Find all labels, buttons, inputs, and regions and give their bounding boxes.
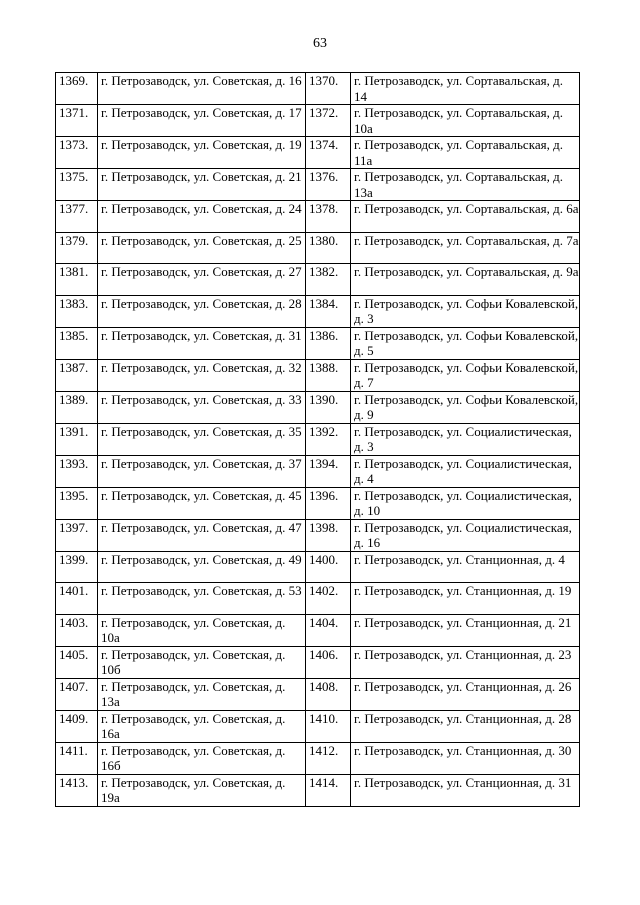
address-left: г. Петрозаводск, ул. Советская, д. 16а xyxy=(98,710,306,742)
address-right: г. Петрозаводск, ул. Сортавальская, д. 9а xyxy=(351,264,580,296)
row-number-right: 1388. xyxy=(306,359,351,391)
row-number-left: 1381. xyxy=(56,264,98,296)
row-number-right: 1396. xyxy=(306,487,351,519)
address-left: г. Петрозаводск, ул. Советская, д. 32 xyxy=(98,359,306,391)
row-number-left: 1391. xyxy=(56,423,98,455)
table-row xyxy=(56,487,580,519)
table-row xyxy=(56,359,580,391)
row-number-right: 1392. xyxy=(306,423,351,455)
address-left: г. Петрозаводск, ул. Советская, д. 19 xyxy=(98,137,306,169)
address-right: г. Петрозаводск, ул. Социалистическая, д. 10 xyxy=(351,487,580,519)
row-number-right: 1414. xyxy=(306,774,351,806)
address-table xyxy=(55,72,580,807)
row-number-left: 1387. xyxy=(56,359,98,391)
row-number-left: 1385. xyxy=(56,327,98,359)
table-row xyxy=(56,519,580,551)
address-right: г. Петрозаводск, ул. Станционная, д. 28 xyxy=(351,710,580,742)
address-left: г. Петрозаводск, ул. Советская, д. 53 xyxy=(98,583,306,615)
table-row xyxy=(56,105,580,137)
row-number-left: 1375. xyxy=(56,169,98,201)
row-number-right: 1406. xyxy=(306,646,351,678)
address-left: г. Петрозаводск, ул. Советская, д. 33 xyxy=(98,391,306,423)
row-number-left: 1369. xyxy=(56,73,98,105)
row-number-right: 1370. xyxy=(306,73,351,105)
row-number-left: 1399. xyxy=(56,551,98,583)
row-number-left: 1409. xyxy=(56,710,98,742)
row-number-left: 1405. xyxy=(56,646,98,678)
address-right: г. Петрозаводск, ул. Станционная, д. 31 xyxy=(351,774,580,806)
address-right: г. Петрозаводск, ул. Социалистическая, д. 3 xyxy=(351,423,580,455)
row-number-right: 1378. xyxy=(306,201,351,233)
row-number-right: 1412. xyxy=(306,742,351,774)
address-left: г. Петрозаводск, ул. Советская, д. 25 xyxy=(98,232,306,264)
table-row xyxy=(56,774,580,806)
row-number-left: 1383. xyxy=(56,295,98,327)
row-number-left: 1371. xyxy=(56,105,98,137)
address-right: г. Петрозаводск, ул. Сортавальская, д. 13а xyxy=(351,169,580,201)
row-number-right: 1410. xyxy=(306,710,351,742)
row-number-left: 1379. xyxy=(56,232,98,264)
table-row xyxy=(56,551,580,583)
row-number-right: 1386. xyxy=(306,327,351,359)
row-number-left: 1373. xyxy=(56,137,98,169)
table-row xyxy=(56,646,580,678)
table-row xyxy=(56,137,580,169)
address-left: г. Петрозаводск, ул. Советская, д. 13а xyxy=(98,678,306,710)
address-right: г. Петрозаводск, ул. Сортавальская, д. 14 xyxy=(351,73,580,105)
table-row xyxy=(56,391,580,423)
address-left: г. Петрозаводск, ул. Советская, д. 37 xyxy=(98,455,306,487)
address-left: г. Петрозаводск, ул. Советская, д. 16 xyxy=(98,73,306,105)
row-number-left: 1377. xyxy=(56,201,98,233)
row-number-left: 1393. xyxy=(56,455,98,487)
address-right: г. Петрозаводск, ул. Сортавальская, д. 10а xyxy=(351,105,580,137)
address-right: г. Петрозаводск, ул. Сортавальская, д. 6а xyxy=(351,201,580,233)
table-row xyxy=(56,614,580,646)
row-number-left: 1389. xyxy=(56,391,98,423)
row-number-right: 1384. xyxy=(306,295,351,327)
address-left: г. Петрозаводск, ул. Советская, д. 24 xyxy=(98,201,306,233)
table-row xyxy=(56,423,580,455)
row-number-right: 1400. xyxy=(306,551,351,583)
table-row xyxy=(56,295,580,327)
address-right: г. Петрозаводск, ул. Софьи Ковалевской, д. 7 xyxy=(351,359,580,391)
row-number-right: 1382. xyxy=(306,264,351,296)
table-row xyxy=(56,327,580,359)
address-right: г. Петрозаводск, ул. Станционная, д. 21 xyxy=(351,614,580,646)
row-number-left: 1401. xyxy=(56,583,98,615)
address-right: г. Петрозаводск, ул. Станционная, д. 30 xyxy=(351,742,580,774)
table-row xyxy=(56,710,580,742)
row-number-right: 1390. xyxy=(306,391,351,423)
address-left: г. Петрозаводск, ул. Советская, д. 28 xyxy=(98,295,306,327)
row-number-right: 1404. xyxy=(306,614,351,646)
table-row xyxy=(56,678,580,710)
row-number-right: 1408. xyxy=(306,678,351,710)
row-number-left: 1397. xyxy=(56,519,98,551)
row-number-right: 1394. xyxy=(306,455,351,487)
page-number: 63 xyxy=(313,36,327,51)
row-number-left: 1413. xyxy=(56,774,98,806)
row-number-right: 1376. xyxy=(306,169,351,201)
row-number-right: 1380. xyxy=(306,232,351,264)
address-table-body xyxy=(56,73,580,807)
row-number-right: 1398. xyxy=(306,519,351,551)
address-left: г. Петрозаводск, ул. Советская, д. 17 xyxy=(98,105,306,137)
address-right: г. Петрозаводск, ул. Станционная, д. 19 xyxy=(351,583,580,615)
address-right: г. Петрозаводск, ул. Софьи Ковалевской, д. 9 xyxy=(351,391,580,423)
row-number-left: 1407. xyxy=(56,678,98,710)
address-left: г. Петрозаводск, ул. Советская, д. 16б xyxy=(98,742,306,774)
address-right: г. Петрозаводск, ул. Социалистическая, д. 4 xyxy=(351,455,580,487)
table-row xyxy=(56,455,580,487)
address-right: г. Петрозаводск, ул. Станционная, д. 23 xyxy=(351,646,580,678)
address-right: г. Петрозаводск, ул. Станционная, д. 26 xyxy=(351,678,580,710)
row-number-left: 1403. xyxy=(56,614,98,646)
table-row xyxy=(56,201,580,233)
address-left: г. Петрозаводск, ул. Советская, д. 19а xyxy=(98,774,306,806)
address-left: г. Петрозаводск, ул. Советская, д. 27 xyxy=(98,264,306,296)
row-number-right: 1402. xyxy=(306,583,351,615)
table-row xyxy=(56,742,580,774)
address-left: г. Петрозаводск, ул. Советская, д. 35 xyxy=(98,423,306,455)
row-number-left: 1411. xyxy=(56,742,98,774)
row-number-right: 1374. xyxy=(306,137,351,169)
address-left: г. Петрозаводск, ул. Советская, д. 21 xyxy=(98,169,306,201)
row-number-left: 1395. xyxy=(56,487,98,519)
table-row xyxy=(56,169,580,201)
address-right: г. Петрозаводск, ул. Сортавальская, д. 7а xyxy=(351,232,580,264)
address-right: г. Петрозаводск, ул. Станционная, д. 4 xyxy=(351,551,580,583)
address-left: г. Петрозаводск, ул. Советская, д. 45 xyxy=(98,487,306,519)
table-row xyxy=(56,232,580,264)
address-right: г. Петрозаводск, ул. Софьи Ковалевской, д. 5 xyxy=(351,327,580,359)
table-row xyxy=(56,264,580,296)
address-left: г. Петрозаводск, ул. Советская, д. 47 xyxy=(98,519,306,551)
address-left: г. Петрозаводск, ул. Советская, д. 31 xyxy=(98,327,306,359)
table-row xyxy=(56,583,580,615)
address-left: г. Петрозаводск, ул. Советская, д. 49 xyxy=(98,551,306,583)
address-left: г. Петрозаводск, ул. Советская, д. 10б xyxy=(98,646,306,678)
row-number-right: 1372. xyxy=(306,105,351,137)
address-left: г. Петрозаводск, ул. Советская, д. 10а xyxy=(98,614,306,646)
address-right: г. Петрозаводск, ул. Софьи Ковалевской, д. 3 xyxy=(351,295,580,327)
address-right: г. Петрозаводск, ул. Сортавальская, д. 11а xyxy=(351,137,580,169)
address-right: г. Петрозаводск, ул. Социалистическая, д. 16 xyxy=(351,519,580,551)
table-row xyxy=(56,73,580,105)
